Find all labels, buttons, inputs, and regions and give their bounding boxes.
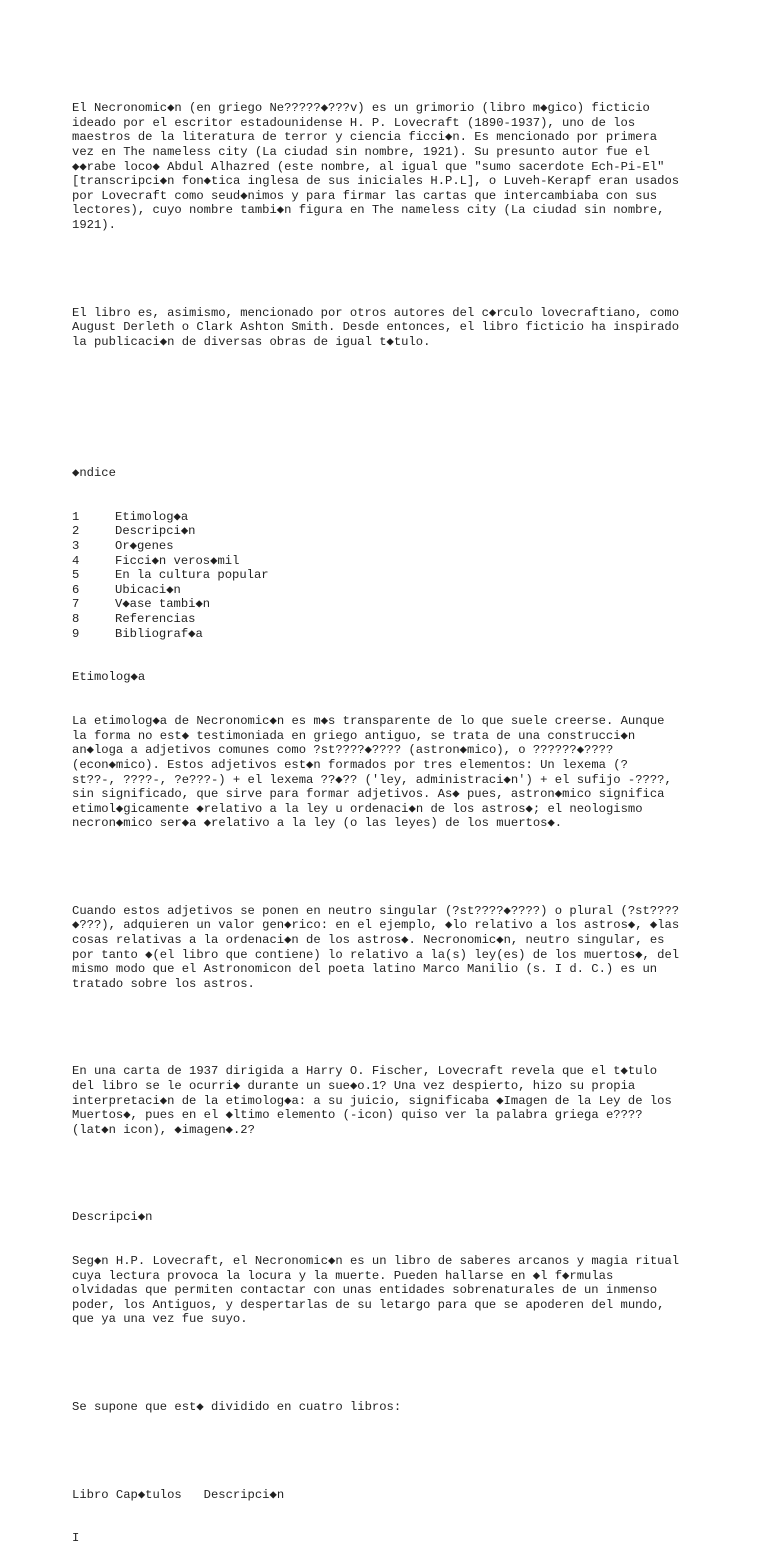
table-first-row: I (72, 1531, 80, 1546)
etimologia-p2-line: Cuando estos adjetivos se ponen en neutro singular (?st????◆????) o plural (?st???? (72, 903, 680, 918)
toc-item[interactable] (72, 627, 712, 642)
toc-item-label: Bibliograf◆a (115, 626, 203, 641)
etimologia-paragraph-1 (72, 714, 712, 831)
intro-p1-line: lectores), cuyo nombre tambi◆n figura en The nameless city (La ciudad sin nombre, (72, 203, 665, 218)
etimologia-p2-line: ◆???), adquieren un valor gen◆rico: en el ejemplo, ◆lo relativo a los astros◆, ◆las (72, 918, 680, 933)
intro-paragraph-1 (72, 101, 712, 232)
intro-p1-line: El Necronomic◆n (en griego Ne?????◆???v) es un grimorio (libro m◆gico) ficticio (72, 101, 650, 116)
etimologia-paragraph-2 (72, 904, 712, 992)
toc-item[interactable] (72, 524, 712, 539)
etimologia-p3-line: interpretaci◆n de la etimolog◆a: a su juicio, significaba ◆Imagen de la Ley de los (72, 1093, 672, 1108)
etimologia-p1-line: La etimolog◆a de Necronomic◆n es m◆s transparente de lo que suele creerse. Aunque (72, 714, 665, 729)
etimologia-p1-line: (econ◆mico). Estos adjetivos est◆n formados por tres elementos: Un lexema (? (72, 757, 628, 772)
toc-item-label: En la cultura popular (115, 568, 269, 583)
toc-item-label: Ubicaci◆n (115, 582, 181, 597)
etimologia-p1-line: necron◆mico ser◆a ◆relativo a la ley (o las leyes) de los muertos◆. (72, 816, 563, 831)
toc-item-label: Etimolog◆a (115, 509, 189, 524)
intro-p1-line: por Lovecraft como seud◆nimos y para firmar las cartas que intercambiaba con sus (72, 188, 658, 203)
toc-item[interactable] (72, 583, 712, 598)
etimologia-p2-line: mismo modo que el Astronomicon del poeta latino Marco Manilio (s. I d. C.) es un (72, 962, 658, 977)
descripcion-p2-line: Se supone que est◆ dividido en cuatro libros: (72, 1400, 402, 1415)
toc-item[interactable] (72, 597, 712, 612)
toc-item-number: 6 (72, 582, 80, 597)
intro-p1-line: vez en The nameless city (La ciudad sin nombre, 1921). Su presunto autor fue el (72, 144, 650, 159)
toc-item-label: Or◆genes (115, 539, 174, 553)
toc-item[interactable] (72, 510, 712, 525)
intro-p1-line: ideado por el escritor estadounidense H. P. Lovecraft (1890-1937), uno de los (72, 115, 636, 130)
toc-item-number: 9 (72, 626, 80, 641)
intro-p1-line: 1921). (72, 217, 116, 232)
intro-p2-line: August Derleth o Clark Ashton Smith. Desde entonces, el libro ficticio ha inspirado (72, 320, 680, 335)
intro-p2-line: la publicaci◆n de diversas obras de igual t◆tulo. (72, 334, 431, 349)
etimologia-p1-line: la forma no est◆ testimoniada en griego antiguo, se trata de una construcci◆n (72, 728, 636, 743)
descripcion-p1-line: cuya lectura provoca la locura y la muerte. Pueden hallarse en ◆l f◆rmulas (72, 1268, 614, 1283)
etimologia-p1-line: st??-, ????-, ?e???-) + el lexema ??◆?? ('ley, administraci◆n') + el sufijo -????, (72, 772, 672, 787)
section-heading-etimologia: Etimolog◆a (72, 670, 146, 685)
toc-item-number: 5 (72, 568, 80, 583)
etimologia-p2-line: tratado sobre los astros. (72, 976, 255, 991)
toc-item-label: V◆ase tambi◆n (115, 597, 211, 612)
toc-item-number: 1 (72, 509, 80, 524)
intro-p2-line: El libro es, asimismo, mencionado por otros autores del c◆rculo lovecraftiano, como (72, 305, 680, 320)
toc-item-number: 2 (72, 524, 80, 539)
etimologia-p2-line: cosas relativas a la ordenaci◆n de los astros◆. Necronomic◆n, neutro singular, es (72, 933, 665, 948)
toc-item-number: 3 (72, 539, 80, 553)
descripcion-paragraph-2 (72, 1400, 712, 1415)
toc-item[interactable] (72, 539, 712, 554)
toc-item-number: 7 (72, 597, 80, 612)
intro-p1-line: maestros de la literatura de terror y ciencia ficci◆n. Es mencionado por primera (72, 130, 658, 145)
toc-item[interactable] (72, 612, 712, 627)
etimologia-p3-line: En una carta de 1937 dirigida a Harry O. Fischer, Lovecraft revela que el t◆tulo (72, 1064, 658, 1079)
intro-p1-line: ◆◆rabe loco◆ Abdul Alhazred (este nombre, al igual que "sumo sacerdote Ech-Pi-El" (72, 159, 665, 174)
toc-item-label: Ficci◆n veros◆mil (115, 553, 240, 568)
toc-item[interactable] (72, 554, 712, 569)
descripcion-p1-line: Seg◆n H.P. Lovecraft, el Necronomic◆n es un libro de saberes arcanos y magia ritual (72, 1254, 680, 1269)
toc-title: ◆ndice (72, 466, 116, 481)
etimologia-p3-line: (lat◆n icon), ◆imagen◆.2? (72, 1122, 255, 1137)
etimologia-p1-line: sin significado, que sirve para formar adjetivos. As◆ pues, astron◆mico significa (72, 787, 665, 802)
section-heading-descripcion: Descripci◆n (72, 1210, 153, 1225)
intro-p1-line: [transcripci◆n fon◆tica inglesa de sus iniciales H.P.L], o Luveh-Kerapf eran usados (72, 174, 680, 189)
toc-list (72, 510, 712, 641)
etimologia-p3-line: Muertos◆, pues en el ◆ltimo elemento (-icon) quiso ver la palabra griega e???? (72, 1108, 643, 1123)
toc-item-label: Referencias (115, 611, 196, 626)
etimologia-p2-line: por tanto ◆(el libro que contiene) lo relativo a la(s) ley(es) de los muertos◆, del (72, 947, 680, 962)
toc-item-label: Descripci◆n (115, 524, 196, 539)
toc-item-number: 8 (72, 611, 80, 626)
etimologia-p3-line: del libro se le ocurri◆ durante un sue◆o.1? Una vez despierto, hizo su propia (72, 1078, 636, 1093)
document-page (72, 72, 712, 1561)
toc-item[interactable] (72, 568, 712, 583)
descripcion-p1-line: poder, los Antiguos, y despertarlas de su letargo para que se apoderen del mundo, (72, 1297, 665, 1312)
etimologia-p1-line: an◆loga a adjetivos comunes como ?st????◆???? (astron◆mico), o ??????◆???? (72, 743, 614, 758)
etimologia-paragraph-3 (72, 1064, 712, 1137)
table-header: Libro Cap◆tulos Descripci◆n (72, 1487, 285, 1502)
intro-paragraph-2 (72, 306, 712, 350)
toc-item-number: 4 (72, 553, 80, 568)
descripcion-paragraph-1 (72, 1254, 712, 1327)
descripcion-p1-line: olvidadas que permiten contactar con unas entidades sobrenaturales de un inmenso (72, 1283, 658, 1298)
descripcion-p1-line: que ya una vez fue suyo. (72, 1312, 248, 1327)
etimologia-p1-line: etimol◆gicamente ◆relativo a la ley u ordenaci◆n de los astros◆; el neologismo (72, 801, 643, 816)
